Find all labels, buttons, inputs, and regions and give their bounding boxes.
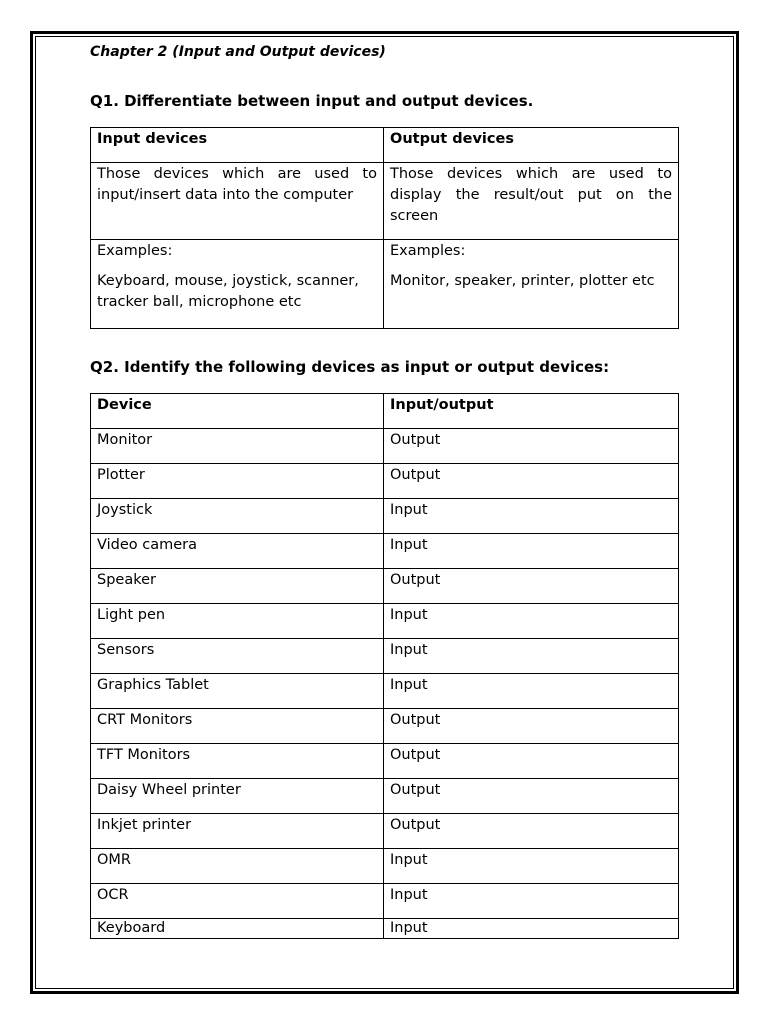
device-type: Output <box>384 779 679 814</box>
table-row <box>91 569 679 604</box>
device-name: Inkjet printer <box>91 814 384 849</box>
q1-comparison-table <box>90 127 679 329</box>
device-name: Sensors <box>91 639 384 674</box>
device-type: Input <box>384 849 679 884</box>
q1-heading: Q1. Differentiate between input and output devices. <box>90 92 534 110</box>
table-row <box>91 884 679 919</box>
table-row <box>91 499 679 534</box>
table-row <box>91 849 679 884</box>
device-name: OCR <box>91 884 384 919</box>
table-row <box>91 464 679 499</box>
device-type: Output <box>384 709 679 744</box>
device-name: CRT Monitors <box>91 709 384 744</box>
input-examples-cell <box>91 240 384 329</box>
header-input-output: Input/output <box>384 394 679 429</box>
device-type: Input <box>384 604 679 639</box>
q2-heading: Q2. Identify the following devices as input or output devices: <box>90 358 610 376</box>
output-examples-cell <box>384 240 679 329</box>
examples-row <box>91 240 679 329</box>
table-header-row <box>91 394 679 429</box>
input-examples: Keyboard, mouse, joystick, scanner, tracker ball, microphone etc <box>97 273 359 310</box>
chapter-title: Chapter 2 (Input and Output devices) <box>90 44 386 60</box>
input-definition: Those devices which are used to input/insert data into the computer <box>91 163 384 240</box>
device-type: Input <box>384 639 679 674</box>
table-header-row <box>91 128 679 163</box>
table-row <box>91 639 679 674</box>
device-name: Video camera <box>91 534 384 569</box>
device-type: Output <box>384 464 679 499</box>
q2-device-table <box>90 393 679 939</box>
device-type: Input <box>384 884 679 919</box>
table-row <box>91 429 679 464</box>
device-type: Output <box>384 744 679 779</box>
device-name: Joystick <box>91 499 384 534</box>
device-type: Input <box>384 499 679 534</box>
table-row <box>91 744 679 779</box>
device-name: Keyboard <box>91 919 384 939</box>
device-type: Input <box>384 919 679 939</box>
device-name: TFT Monitors <box>91 744 384 779</box>
table-row <box>91 709 679 744</box>
device-name: OMR <box>91 849 384 884</box>
definition-row <box>91 163 679 240</box>
header-device: Device <box>91 394 384 429</box>
device-type: Output <box>384 569 679 604</box>
output-examples: Monitor, speaker, printer, plotter etc <box>390 273 655 289</box>
device-name: Monitor <box>91 429 384 464</box>
table-row <box>91 779 679 814</box>
device-name: Daisy Wheel printer <box>91 779 384 814</box>
device-name: Light pen <box>91 604 384 639</box>
table-row <box>91 814 679 849</box>
output-definition: Those devices which are used to display the result/out put on the screen <box>384 163 679 240</box>
table-row <box>91 919 679 939</box>
table-row <box>91 534 679 569</box>
examples-label: Examples: <box>390 243 466 259</box>
device-name: Plotter <box>91 464 384 499</box>
header-input-devices: Input devices <box>91 128 384 163</box>
table-row <box>91 674 679 709</box>
device-name: Speaker <box>91 569 384 604</box>
header-output-devices: Output devices <box>384 128 679 163</box>
device-type: Output <box>384 814 679 849</box>
device-name: Graphics Tablet <box>91 674 384 709</box>
examples-label: Examples: <box>97 243 173 259</box>
device-type: Output <box>384 429 679 464</box>
device-type: Input <box>384 534 679 569</box>
device-type: Input <box>384 674 679 709</box>
table-row <box>91 604 679 639</box>
